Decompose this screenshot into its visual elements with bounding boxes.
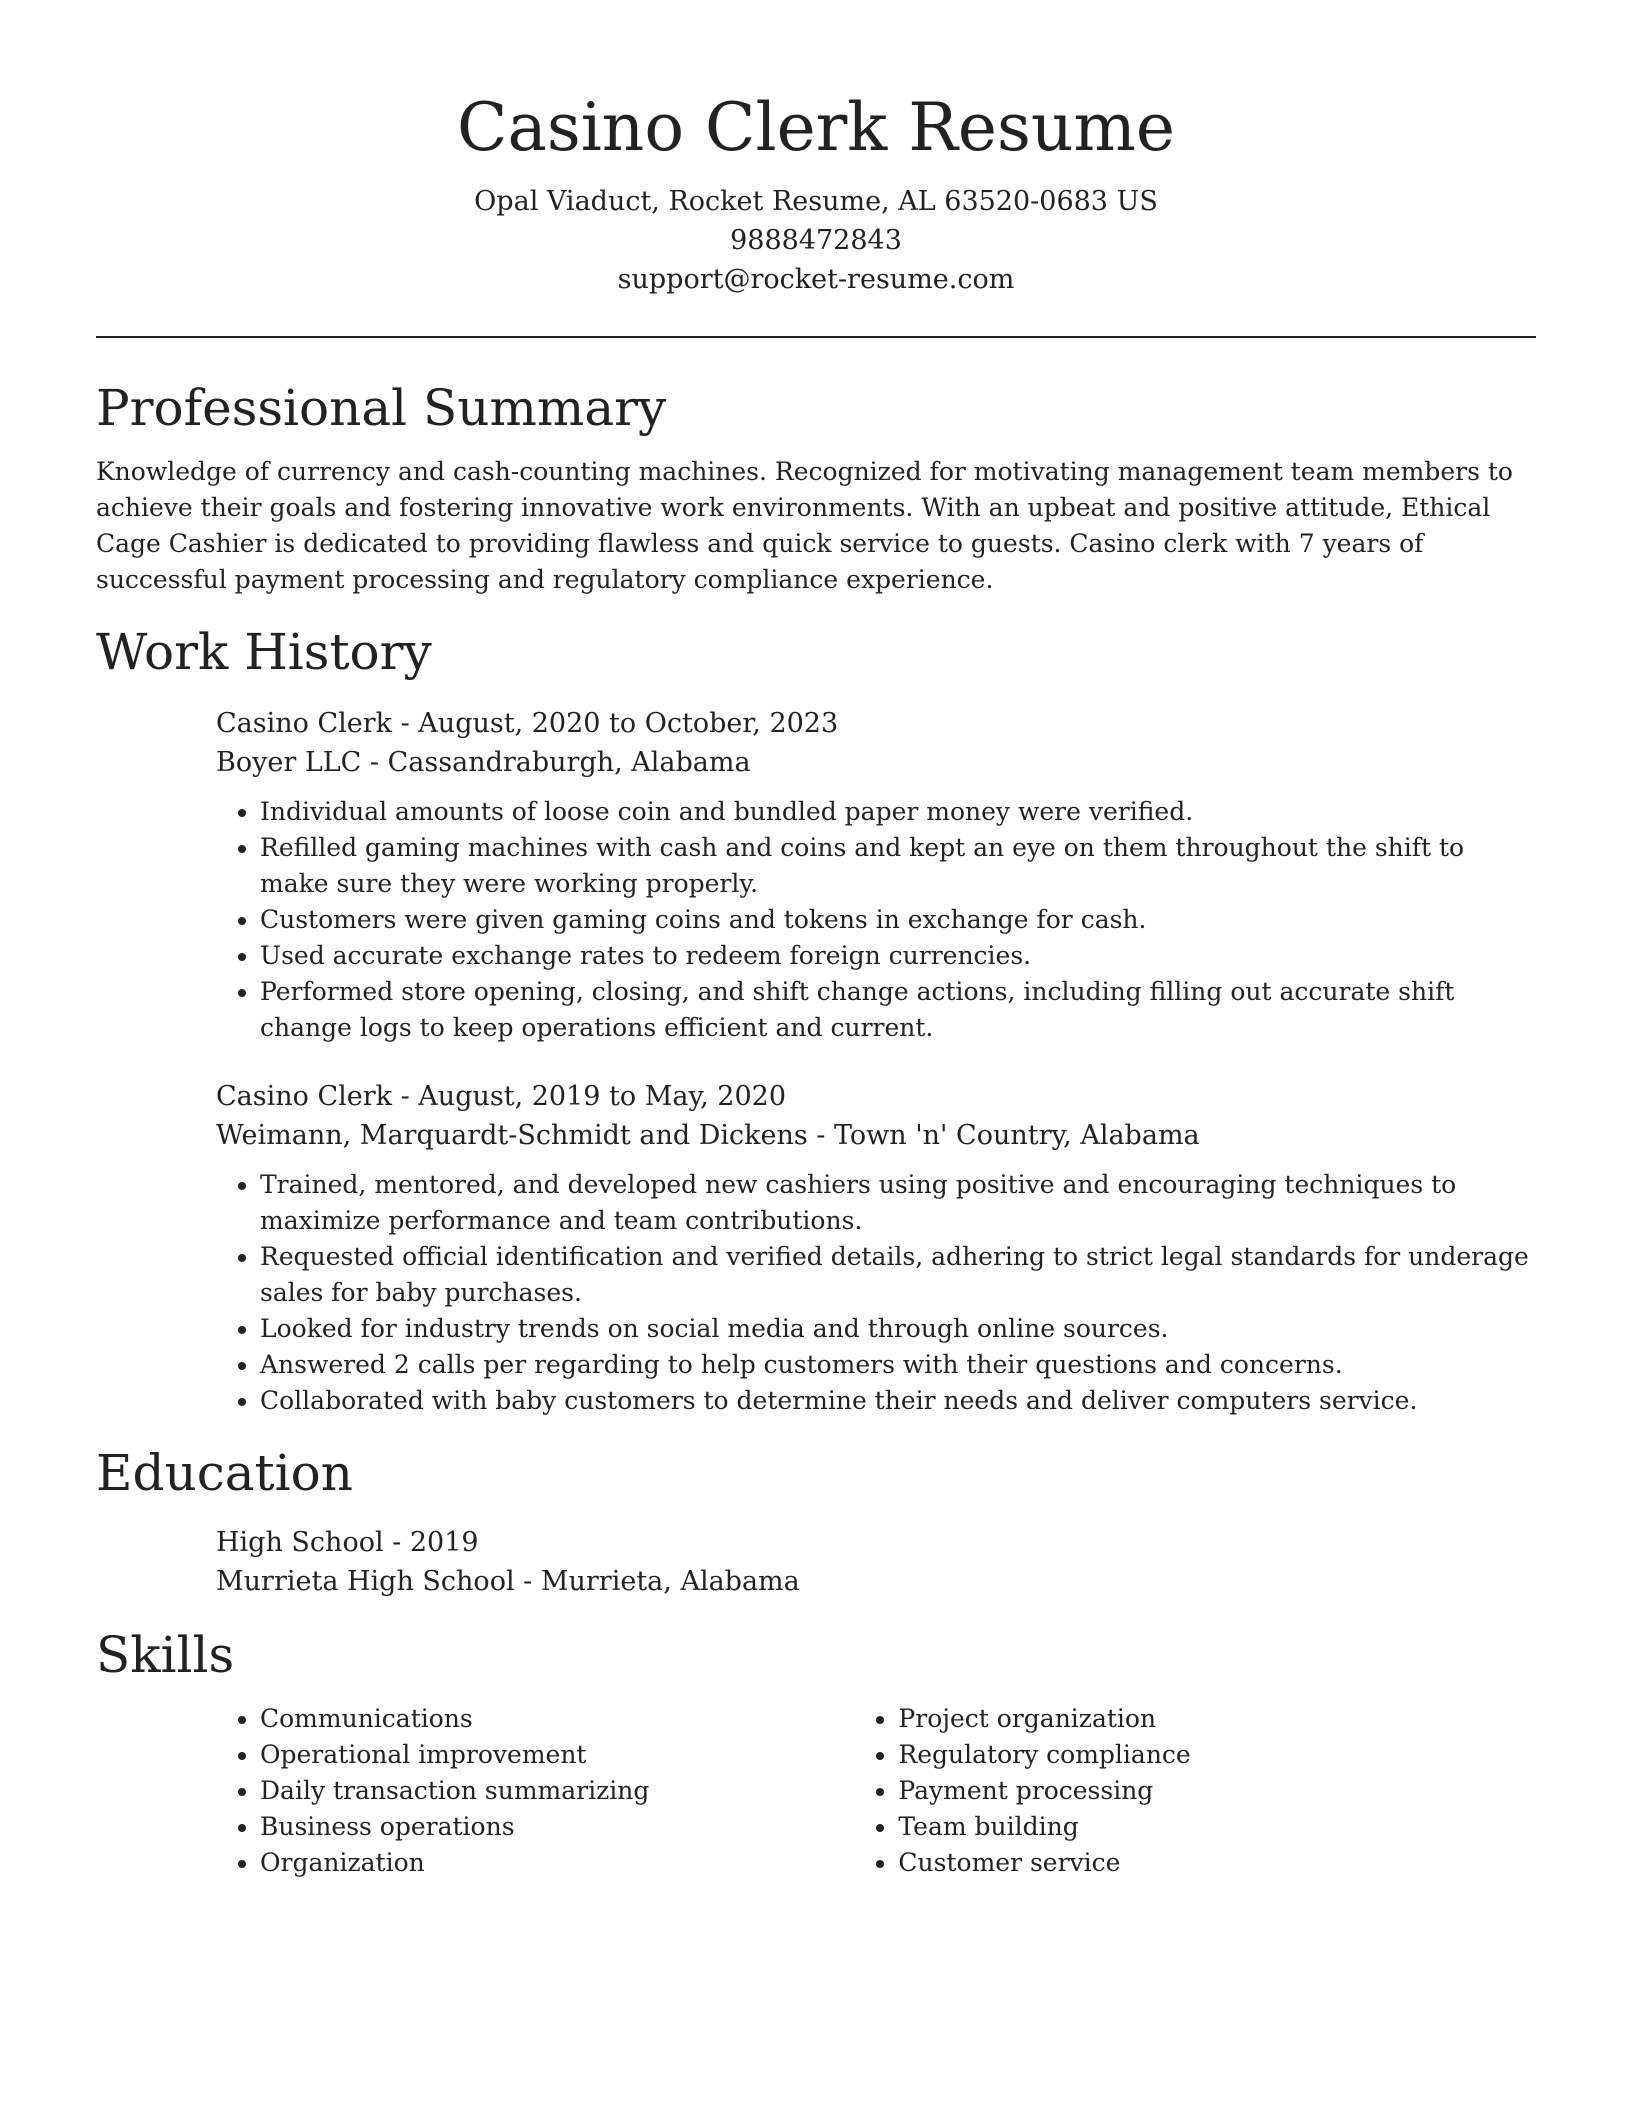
skill-item: • Customer service <box>898 1845 1536 1881</box>
contact-address: Opal Viaduct, Rocket Resume, AL 63520-0683 US <box>474 186 1158 217</box>
job-bullet: • Looked for industry trends on social media and through online sources. <box>260 1311 1536 1347</box>
education-degree-line: High School - 2019 <box>216 1527 479 1558</box>
job-company-line: Boyer LLC - Cassandraburgh, Alabama <box>216 747 751 778</box>
job-bullet: • Used accurate exchange rates to redeem foreign currencies. <box>260 938 1536 974</box>
skill-item: • Business operations <box>260 1809 854 1845</box>
skills-list <box>216 1701 1536 1881</box>
job-entry <box>216 1077 1536 1419</box>
job-bullet: • Individual amounts of loose coin and bundled paper money were verified. <box>260 794 1536 830</box>
skills-column-right <box>854 1701 1536 1881</box>
contact-email: support@rocket-resume.com <box>617 264 1015 295</box>
skill-item: • Team building <box>898 1809 1536 1845</box>
job-bullet: • Customers were given gaming coins and tokens in exchange for cash. <box>260 902 1536 938</box>
resume-page <box>96 0 1536 1881</box>
job-bullet: • Answered 2 calls per regarding to help customers with their questions and concerns. <box>260 1347 1536 1383</box>
skill-item: • Regulatory compliance <box>898 1737 1536 1773</box>
job-bullet: • Requested official identification and verified details, adhering to strict legal standards for underage sales for baby purchases. <box>260 1239 1536 1311</box>
skills-column-left <box>216 1701 854 1881</box>
resume-title: Casino Clerk Resume <box>456 89 1175 166</box>
job-bullets <box>216 794 1536 1046</box>
job-title-line: Casino Clerk - August, 2020 to October, 2023 <box>216 708 839 739</box>
job-bullet: • Performed store opening, closing, and shift change actions, including filling out accurate shift change logs to keep operations efficient and current. <box>260 974 1536 1046</box>
skill-item: • Organization <box>260 1845 854 1881</box>
education-school-line: Murrieta High School - Murrieta, Alabama <box>216 1566 800 1597</box>
job-bullet: • Collaborated with baby customers to determine their needs and deliver computers service. <box>260 1383 1536 1419</box>
header-divider <box>96 336 1536 338</box>
skill-item: • Project organization <box>898 1701 1536 1737</box>
section-heading-skills: Skills <box>96 1626 235 1684</box>
job-company-line: Weimann, Marquardt-Schmidt and Dickens - Town 'n' Country, Alabama <box>216 1120 1200 1151</box>
skill-item: • Operational improvement <box>260 1737 854 1773</box>
section-heading-education: Education <box>96 1444 353 1502</box>
section-heading-summary: Professional Summary <box>96 379 667 437</box>
job-title-line: Casino Clerk - August, 2019 to May, 2020 <box>216 1081 787 1112</box>
job-entry <box>216 704 1536 1046</box>
skill-item: • Daily transaction summarizing <box>260 1773 854 1809</box>
section-heading-work: Work History <box>96 623 432 681</box>
job-bullet: • Trained, mentored, and developed new cashiers using positive and encouraging techniques to maximize performance and team contributions. <box>260 1167 1536 1239</box>
summary-text: Knowledge of currency and cash-counting machines. Recognized for motivating management team members to achieve their goals and fostering innovative work environments. With an upbeat and positive attitude, Ethical Cage Cashier is dedicated to providing flawless and quick service to guests. Casino clerk with 7 years of successful payment processing and regulatory compliance experience. <box>96 457 1513 594</box>
contact-block <box>96 182 1536 299</box>
job-bullets <box>216 1167 1536 1419</box>
skill-item: • Payment processing <box>898 1773 1536 1809</box>
skill-item: • Communications <box>260 1701 854 1737</box>
contact-phone: 9888472843 <box>730 225 902 256</box>
job-bullet: • Refilled gaming machines with cash and coins and kept an eye on them throughout the shift to make sure they were working properly. <box>260 830 1536 902</box>
education-entry <box>216 1523 1536 1601</box>
